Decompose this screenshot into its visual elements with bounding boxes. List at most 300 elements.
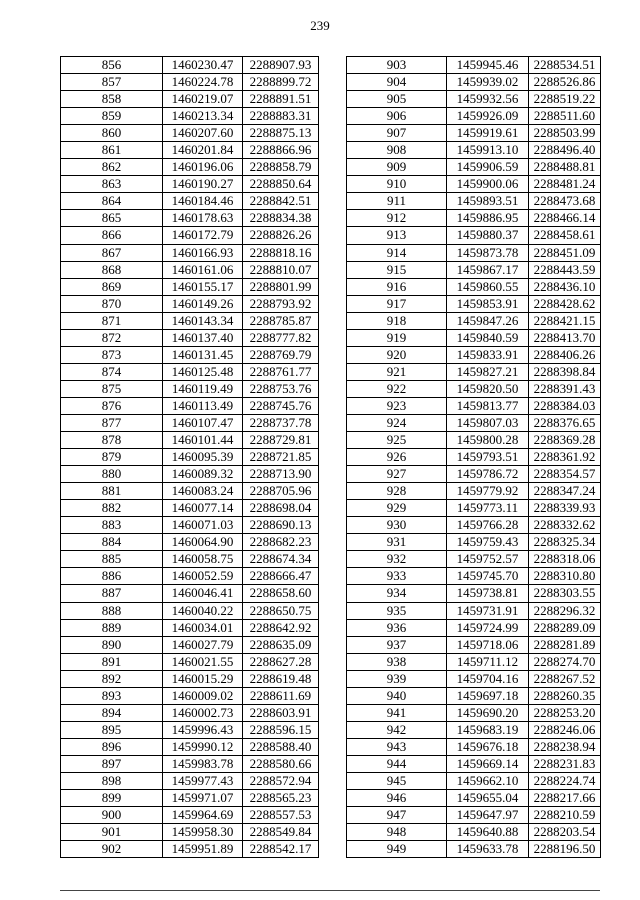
x-coordinate-cell: 1460201.84 <box>163 142 243 159</box>
table-row <box>61 653 319 670</box>
table-row <box>347 210 601 227</box>
table-row <box>61 74 319 91</box>
table-row <box>61 380 319 397</box>
x-coordinate-cell: 1459738.81 <box>447 585 529 602</box>
table-row <box>61 670 319 687</box>
x-coordinate-cell: 1459647.97 <box>447 807 529 824</box>
point-number-cell: 888 <box>61 602 163 619</box>
table-row <box>347 466 601 483</box>
y-coordinate-cell: 2288406.26 <box>529 346 601 363</box>
x-coordinate-cell: 1459731.91 <box>447 602 529 619</box>
x-coordinate-cell: 1459786.72 <box>447 466 529 483</box>
x-coordinate-cell: 1459640.88 <box>447 824 529 841</box>
point-number-cell: 897 <box>61 755 163 772</box>
y-coordinate-cell: 2288224.74 <box>529 772 601 789</box>
point-number-cell: 869 <box>61 278 163 295</box>
y-coordinate-cell: 2288519.22 <box>529 91 601 108</box>
x-coordinate-cell: 1459779.92 <box>447 483 529 500</box>
x-coordinate-cell: 1460058.75 <box>163 551 243 568</box>
y-coordinate-cell: 2288443.59 <box>529 261 601 278</box>
point-number-cell: 945 <box>347 772 447 789</box>
point-number-cell: 921 <box>347 363 447 380</box>
point-number-cell: 900 <box>61 807 163 824</box>
point-number-cell: 890 <box>61 636 163 653</box>
x-coordinate-cell: 1459860.55 <box>447 278 529 295</box>
point-number-cell: 914 <box>347 244 447 261</box>
y-coordinate-cell: 2288436.10 <box>529 278 601 295</box>
y-coordinate-cell: 2288217.66 <box>529 790 601 807</box>
table-row <box>61 329 319 346</box>
point-number-cell: 942 <box>347 721 447 738</box>
point-number-cell: 891 <box>61 653 163 670</box>
point-number-cell: 886 <box>61 568 163 585</box>
point-number-cell: 901 <box>61 824 163 841</box>
y-coordinate-cell: 2288361.92 <box>529 449 601 466</box>
table-row <box>347 500 601 517</box>
point-number-cell: 919 <box>347 329 447 346</box>
y-coordinate-cell: 2288619.48 <box>243 670 319 687</box>
y-coordinate-cell: 2288565.23 <box>243 790 319 807</box>
y-coordinate-cell: 2288801.99 <box>243 278 319 295</box>
x-coordinate-cell: 1460113.49 <box>163 397 243 414</box>
coordinates-table-left <box>60 56 319 858</box>
point-number-cell: 937 <box>347 636 447 653</box>
point-number-cell: 865 <box>61 210 163 227</box>
table-row <box>61 824 319 841</box>
table-row <box>61 636 319 653</box>
table-row <box>347 534 601 551</box>
point-number-cell: 880 <box>61 466 163 483</box>
table-row <box>61 193 319 210</box>
x-coordinate-cell: 1460213.34 <box>163 108 243 125</box>
table-row <box>347 790 601 807</box>
y-coordinate-cell: 2288883.31 <box>243 108 319 125</box>
x-coordinate-cell: 1460137.40 <box>163 329 243 346</box>
table-row <box>347 142 601 159</box>
table-row <box>347 687 601 704</box>
y-coordinate-cell: 2288793.92 <box>243 295 319 312</box>
y-coordinate-cell: 2288674.34 <box>243 551 319 568</box>
y-coordinate-cell: 2288210.59 <box>529 807 601 824</box>
point-number-cell: 944 <box>347 755 447 772</box>
point-number-cell: 909 <box>347 159 447 176</box>
y-coordinate-cell: 2288296.32 <box>529 602 601 619</box>
x-coordinate-cell: 1460172.79 <box>163 227 243 244</box>
point-number-cell: 861 <box>61 142 163 159</box>
table-row <box>347 346 601 363</box>
x-coordinate-cell: 1460021.55 <box>163 653 243 670</box>
point-number-cell: 885 <box>61 551 163 568</box>
x-coordinate-cell: 1459945.46 <box>447 57 529 74</box>
x-coordinate-cell: 1460015.29 <box>163 670 243 687</box>
point-number-cell: 908 <box>347 142 447 159</box>
point-number-cell: 938 <box>347 653 447 670</box>
point-number-cell: 929 <box>347 500 447 517</box>
x-coordinate-cell: 1460219.07 <box>163 91 243 108</box>
x-coordinate-cell: 1460131.45 <box>163 346 243 363</box>
table-row <box>61 176 319 193</box>
table-row <box>347 312 601 329</box>
table-row <box>347 380 601 397</box>
point-number-cell: 947 <box>347 807 447 824</box>
x-coordinate-cell: 1459847.26 <box>447 312 529 329</box>
table-row <box>347 772 601 789</box>
y-coordinate-cell: 2288818.16 <box>243 244 319 261</box>
point-number-cell: 889 <box>61 619 163 636</box>
y-coordinate-cell: 2288635.09 <box>243 636 319 653</box>
x-coordinate-cell: 1459840.59 <box>447 329 529 346</box>
table-row <box>347 278 601 295</box>
table-row <box>347 568 601 585</box>
point-number-cell: 877 <box>61 414 163 431</box>
table-row <box>61 704 319 721</box>
x-coordinate-cell: 1460119.49 <box>163 380 243 397</box>
point-number-cell: 892 <box>61 670 163 687</box>
table-row <box>61 738 319 755</box>
table-row <box>347 91 601 108</box>
point-number-cell: 925 <box>347 432 447 449</box>
table-row <box>61 807 319 824</box>
table-row <box>347 74 601 91</box>
x-coordinate-cell: 1459951.89 <box>163 841 243 858</box>
table-row <box>61 91 319 108</box>
point-number-cell: 932 <box>347 551 447 568</box>
x-coordinate-cell: 1460101.44 <box>163 432 243 449</box>
table-row <box>347 721 601 738</box>
y-coordinate-cell: 2288458.61 <box>529 227 601 244</box>
x-coordinate-cell: 1460161.06 <box>163 261 243 278</box>
point-number-cell: 928 <box>347 483 447 500</box>
point-number-cell: 935 <box>347 602 447 619</box>
table-row <box>347 57 601 74</box>
y-coordinate-cell: 2288231.83 <box>529 755 601 772</box>
x-coordinate-cell: 1459724.99 <box>447 619 529 636</box>
y-coordinate-cell: 2288274.70 <box>529 653 601 670</box>
x-coordinate-cell: 1459655.04 <box>447 790 529 807</box>
x-coordinate-cell: 1459773.11 <box>447 500 529 517</box>
table-row <box>347 397 601 414</box>
x-coordinate-cell: 1460178.63 <box>163 210 243 227</box>
x-coordinate-cell: 1459893.51 <box>447 193 529 210</box>
y-coordinate-cell: 2288642.92 <box>243 619 319 636</box>
table-row <box>61 449 319 466</box>
point-number-cell: 923 <box>347 397 447 414</box>
x-coordinate-cell: 1459932.56 <box>447 91 529 108</box>
x-coordinate-cell: 1460040.22 <box>163 602 243 619</box>
point-number-cell: 860 <box>61 125 163 142</box>
point-number-cell: 915 <box>347 261 447 278</box>
point-number-cell: 933 <box>347 568 447 585</box>
point-number-cell: 934 <box>347 585 447 602</box>
x-coordinate-cell: 1459683.19 <box>447 721 529 738</box>
x-coordinate-cell: 1459886.95 <box>447 210 529 227</box>
point-number-cell: 910 <box>347 176 447 193</box>
point-number-cell: 917 <box>347 295 447 312</box>
x-coordinate-cell: 1460027.79 <box>163 636 243 653</box>
x-coordinate-cell: 1460089.32 <box>163 466 243 483</box>
y-coordinate-cell: 2288281.89 <box>529 636 601 653</box>
point-number-cell: 876 <box>61 397 163 414</box>
table-row <box>347 261 601 278</box>
table-row <box>61 57 319 74</box>
table-body <box>347 57 601 858</box>
x-coordinate-cell: 1460002.73 <box>163 704 243 721</box>
x-coordinate-cell: 1459958.30 <box>163 824 243 841</box>
y-coordinate-cell: 2288826.26 <box>243 227 319 244</box>
x-coordinate-cell: 1460125.48 <box>163 363 243 380</box>
table-row <box>347 329 601 346</box>
point-number-cell: 898 <box>61 772 163 789</box>
point-number-cell: 939 <box>347 670 447 687</box>
y-coordinate-cell: 2288196.50 <box>529 841 601 858</box>
point-number-cell: 859 <box>61 108 163 125</box>
y-coordinate-cell: 2288785.87 <box>243 312 319 329</box>
table-row <box>61 346 319 363</box>
point-number-cell: 920 <box>347 346 447 363</box>
x-coordinate-cell: 1459633.78 <box>447 841 529 858</box>
y-coordinate-cell: 2288384.03 <box>529 397 601 414</box>
y-coordinate-cell: 2288332.62 <box>529 517 601 534</box>
table-row <box>347 841 601 858</box>
table-row <box>61 227 319 244</box>
table-row <box>347 738 601 755</box>
x-coordinate-cell: 1459676.18 <box>447 738 529 755</box>
table-row <box>61 261 319 278</box>
x-coordinate-cell: 1459964.69 <box>163 807 243 824</box>
table-row <box>61 772 319 789</box>
point-number-cell: 875 <box>61 380 163 397</box>
point-number-cell: 936 <box>347 619 447 636</box>
table-row <box>347 125 601 142</box>
point-number-cell: 912 <box>347 210 447 227</box>
x-coordinate-cell: 1460052.59 <box>163 568 243 585</box>
table-row <box>61 295 319 312</box>
y-coordinate-cell: 2288428.62 <box>529 295 601 312</box>
y-coordinate-cell: 2288253.20 <box>529 704 601 721</box>
y-coordinate-cell: 2288777.82 <box>243 329 319 346</box>
x-coordinate-cell: 1460207.60 <box>163 125 243 142</box>
x-coordinate-cell: 1459820.50 <box>447 380 529 397</box>
y-coordinate-cell: 2288899.72 <box>243 74 319 91</box>
x-coordinate-cell: 1459662.10 <box>447 772 529 789</box>
point-number-cell: 878 <box>61 432 163 449</box>
y-coordinate-cell: 2288549.84 <box>243 824 319 841</box>
x-coordinate-cell: 1459759.43 <box>447 534 529 551</box>
point-number-cell: 904 <box>347 74 447 91</box>
y-coordinate-cell: 2288318.06 <box>529 551 601 568</box>
x-coordinate-cell: 1460034.01 <box>163 619 243 636</box>
table-row <box>61 397 319 414</box>
y-coordinate-cell: 2288421.15 <box>529 312 601 329</box>
y-coordinate-cell: 2288761.77 <box>243 363 319 380</box>
table-row <box>347 517 601 534</box>
y-coordinate-cell: 2288534.51 <box>529 57 601 74</box>
table-row <box>347 432 601 449</box>
point-number-cell: 856 <box>61 57 163 74</box>
point-number-cell: 867 <box>61 244 163 261</box>
y-coordinate-cell: 2288398.84 <box>529 363 601 380</box>
y-coordinate-cell: 2288810.07 <box>243 261 319 278</box>
x-coordinate-cell: 1459990.12 <box>163 738 243 755</box>
x-coordinate-cell: 1459926.09 <box>447 108 529 125</box>
y-coordinate-cell: 2288721.85 <box>243 449 319 466</box>
table-body <box>61 57 319 858</box>
point-number-cell: 857 <box>61 74 163 91</box>
y-coordinate-cell: 2288488.81 <box>529 159 601 176</box>
table-row <box>347 295 601 312</box>
y-coordinate-cell: 2288503.99 <box>529 125 601 142</box>
table-row <box>61 125 319 142</box>
y-coordinate-cell: 2288347.24 <box>529 483 601 500</box>
point-number-cell: 911 <box>347 193 447 210</box>
y-coordinate-cell: 2288650.75 <box>243 602 319 619</box>
point-number-cell: 906 <box>347 108 447 125</box>
table-row <box>61 244 319 261</box>
point-number-cell: 863 <box>61 176 163 193</box>
table-row <box>61 142 319 159</box>
x-coordinate-cell: 1460064.90 <box>163 534 243 551</box>
table-row <box>61 602 319 619</box>
y-coordinate-cell: 2288526.86 <box>529 74 601 91</box>
point-number-cell: 879 <box>61 449 163 466</box>
y-coordinate-cell: 2288658.60 <box>243 585 319 602</box>
point-number-cell: 887 <box>61 585 163 602</box>
point-number-cell: 881 <box>61 483 163 500</box>
point-number-cell: 940 <box>347 687 447 704</box>
y-coordinate-cell: 2288666.47 <box>243 568 319 585</box>
point-number-cell: 874 <box>61 363 163 380</box>
table-row <box>61 500 319 517</box>
point-number-cell: 894 <box>61 704 163 721</box>
y-coordinate-cell: 2288866.96 <box>243 142 319 159</box>
table-row <box>347 755 601 772</box>
y-coordinate-cell: 2288303.55 <box>529 585 601 602</box>
y-coordinate-cell: 2288473.68 <box>529 193 601 210</box>
x-coordinate-cell: 1460196.06 <box>163 159 243 176</box>
y-coordinate-cell: 2288745.76 <box>243 397 319 414</box>
x-coordinate-cell: 1459939.02 <box>447 74 529 91</box>
point-number-cell: 873 <box>61 346 163 363</box>
y-coordinate-cell: 2288611.69 <box>243 687 319 704</box>
y-coordinate-cell: 2288376.65 <box>529 414 601 431</box>
point-number-cell: 902 <box>61 841 163 858</box>
table-row <box>347 176 601 193</box>
table-row <box>61 534 319 551</box>
x-coordinate-cell: 1459996.43 <box>163 721 243 738</box>
y-coordinate-cell: 2288769.79 <box>243 346 319 363</box>
x-coordinate-cell: 1460107.47 <box>163 414 243 431</box>
table-row <box>347 414 601 431</box>
table-row <box>61 790 319 807</box>
y-coordinate-cell: 2288627.28 <box>243 653 319 670</box>
y-coordinate-cell: 2288310.80 <box>529 568 601 585</box>
table-row <box>61 619 319 636</box>
x-coordinate-cell: 1459853.91 <box>447 295 529 312</box>
table-row <box>347 227 601 244</box>
table-row <box>61 687 319 704</box>
point-number-cell: 949 <box>347 841 447 858</box>
y-coordinate-cell: 2288246.06 <box>529 721 601 738</box>
table-row <box>347 807 601 824</box>
table-row <box>347 636 601 653</box>
x-coordinate-cell: 1459873.78 <box>447 244 529 261</box>
point-number-cell: 926 <box>347 449 447 466</box>
x-coordinate-cell: 1459669.14 <box>447 755 529 772</box>
x-coordinate-cell: 1460083.24 <box>163 483 243 500</box>
table-row <box>61 517 319 534</box>
y-coordinate-cell: 2288737.78 <box>243 414 319 431</box>
y-coordinate-cell: 2288580.66 <box>243 755 319 772</box>
y-coordinate-cell: 2288698.04 <box>243 500 319 517</box>
point-number-cell: 907 <box>347 125 447 142</box>
y-coordinate-cell: 2288682.23 <box>243 534 319 551</box>
point-number-cell: 866 <box>61 227 163 244</box>
x-coordinate-cell: 1459800.28 <box>447 432 529 449</box>
table-row <box>61 585 319 602</box>
point-number-cell: 948 <box>347 824 447 841</box>
table-row <box>347 483 601 500</box>
x-coordinate-cell: 1459983.78 <box>163 755 243 772</box>
x-coordinate-cell: 1460009.02 <box>163 687 243 704</box>
coordinates-table-right <box>346 56 601 858</box>
x-coordinate-cell: 1459704.16 <box>447 670 529 687</box>
x-coordinate-cell: 1460077.14 <box>163 500 243 517</box>
table-row <box>61 755 319 772</box>
point-number-cell: 903 <box>347 57 447 74</box>
table-row <box>61 721 319 738</box>
table-row <box>61 568 319 585</box>
y-coordinate-cell: 2288842.51 <box>243 193 319 210</box>
table-row <box>347 585 601 602</box>
y-coordinate-cell: 2288858.79 <box>243 159 319 176</box>
x-coordinate-cell: 1459867.17 <box>447 261 529 278</box>
y-coordinate-cell: 2288267.52 <box>529 670 601 687</box>
table-row <box>61 210 319 227</box>
y-coordinate-cell: 2288481.24 <box>529 176 601 193</box>
table-row <box>61 466 319 483</box>
y-coordinate-cell: 2288891.51 <box>243 91 319 108</box>
x-coordinate-cell: 1459690.20 <box>447 704 529 721</box>
point-number-cell: 870 <box>61 295 163 312</box>
x-coordinate-cell: 1459977.43 <box>163 772 243 789</box>
y-coordinate-cell: 2288511.60 <box>529 108 601 125</box>
y-coordinate-cell: 2288729.81 <box>243 432 319 449</box>
y-coordinate-cell: 2288238.94 <box>529 738 601 755</box>
y-coordinate-cell: 2288369.28 <box>529 432 601 449</box>
x-coordinate-cell: 1460190.27 <box>163 176 243 193</box>
x-coordinate-cell: 1459766.28 <box>447 517 529 534</box>
point-number-cell: 896 <box>61 738 163 755</box>
y-coordinate-cell: 2288391.43 <box>529 380 601 397</box>
x-coordinate-cell: 1459833.91 <box>447 346 529 363</box>
table-row <box>347 363 601 380</box>
y-coordinate-cell: 2288834.38 <box>243 210 319 227</box>
y-coordinate-cell: 2288496.40 <box>529 142 601 159</box>
point-number-cell: 941 <box>347 704 447 721</box>
x-coordinate-cell: 1459697.18 <box>447 687 529 704</box>
point-number-cell: 895 <box>61 721 163 738</box>
x-coordinate-cell: 1460224.78 <box>163 74 243 91</box>
point-number-cell: 931 <box>347 534 447 551</box>
point-number-cell: 864 <box>61 193 163 210</box>
x-coordinate-cell: 1459900.06 <box>447 176 529 193</box>
point-number-cell: 922 <box>347 380 447 397</box>
point-number-cell: 930 <box>347 517 447 534</box>
y-coordinate-cell: 2288690.13 <box>243 517 319 534</box>
y-coordinate-cell: 2288466.14 <box>529 210 601 227</box>
x-coordinate-cell: 1460046.41 <box>163 585 243 602</box>
y-coordinate-cell: 2288413.70 <box>529 329 601 346</box>
